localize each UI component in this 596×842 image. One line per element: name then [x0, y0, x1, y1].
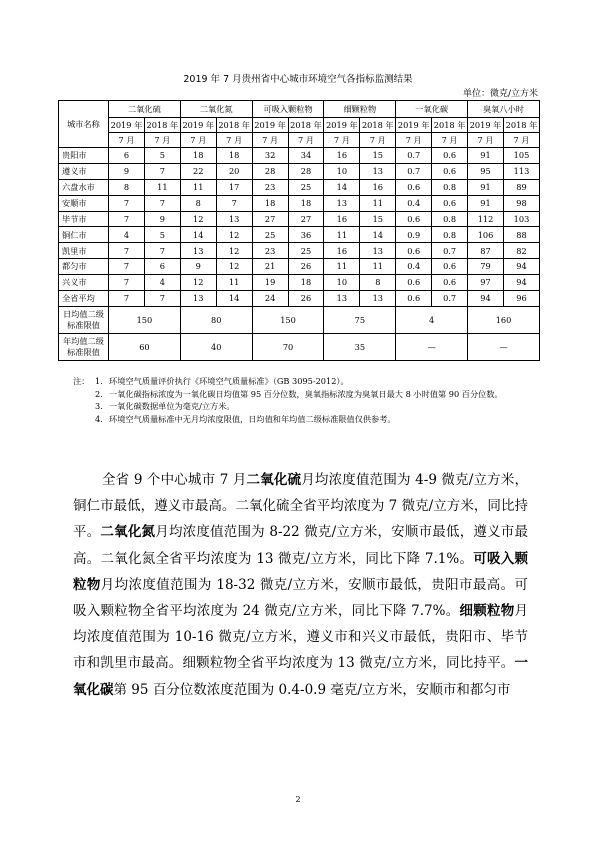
value-cell: 24 — [252, 291, 288, 307]
value-cell: 28 — [252, 163, 288, 179]
standard-value-cell: — — [468, 333, 540, 360]
value-cell: 0.6 — [396, 243, 432, 259]
value-cell: 11 — [360, 259, 396, 275]
year-header-cell: 2019 年 — [468, 118, 504, 133]
note-text: 环境空气质量评价执行《环境空气质量标准》（GB 3095-2012）。 — [109, 376, 349, 386]
value-cell: 12 — [216, 227, 252, 243]
standard-value-cell: 40 — [180, 333, 252, 360]
value-cell: 0.6 — [432, 148, 468, 164]
year-header-cell: 2019 年 — [180, 118, 216, 133]
value-cell: 21 — [252, 259, 288, 275]
para-keyword: 细颗粒物 — [459, 603, 515, 620]
value-cell: 13 — [360, 243, 396, 259]
table-row — [59, 259, 540, 275]
para-text: 第 95 百分位数浓度范围为 0.4-0.9 毫克/立方米，安顺市和都匀市 — [113, 681, 511, 698]
para-text: 全省 9 个中心城市 7 月 — [102, 472, 247, 488]
year-header-cell: 2019 年 — [396, 118, 432, 133]
value-cell: 97 — [468, 275, 504, 291]
value-cell: 12 — [216, 259, 252, 275]
table-row — [59, 211, 540, 227]
pollutant-header: 二氧化硫 — [109, 101, 181, 118]
value-cell: 11 — [360, 195, 396, 211]
value-cell: 91 — [468, 179, 504, 195]
standard-value-cell: 35 — [324, 333, 396, 360]
value-cell: 7 — [216, 195, 252, 211]
note-item — [95, 413, 545, 426]
standard-value-cell: 60 — [109, 333, 181, 360]
pollutant-header-row — [59, 101, 540, 118]
standard-value-cell: 4 — [396, 306, 468, 333]
city-name-cell: 铜仁市 — [59, 227, 109, 243]
value-cell: 7 — [144, 243, 180, 259]
city-name-cell: 兴义市 — [59, 275, 109, 291]
para-text: 月均浓度值范围为 4-9 微克/立方米，铜仁市最低，遵义市最高。二氧化硫全省平均浓度为 7 微克/立方米，同比持平。 — [73, 472, 529, 541]
value-cell: 0.6 — [396, 179, 432, 195]
value-cell: 6 — [144, 259, 180, 275]
value-cell: 13 — [180, 243, 216, 259]
value-cell: 4 — [144, 275, 180, 291]
note-number: 4. — [95, 413, 103, 424]
year-header-cell: 2018 年 — [360, 118, 396, 133]
month-header-cell: 7 月 — [252, 133, 288, 148]
para-keyword: 一氧化碳 — [73, 655, 528, 698]
month-header-cell: 7 月 — [216, 133, 252, 148]
value-cell: 88 — [503, 227, 539, 243]
month-header-cell: 7 月 — [360, 133, 396, 148]
value-cell: 0.9 — [396, 227, 432, 243]
city-name-cell: 遵义市 — [59, 163, 109, 179]
value-cell: 15 — [360, 211, 396, 227]
value-cell: 0.8 — [432, 179, 468, 195]
value-cell: 11 — [144, 179, 180, 195]
standard-value-cell: 75 — [324, 306, 396, 333]
value-cell: 94 — [468, 291, 504, 307]
value-cell: 113 — [503, 163, 539, 179]
summary-paragraph — [73, 467, 528, 703]
value-cell: 9 — [180, 259, 216, 275]
value-cell: 25 — [288, 179, 324, 195]
value-cell: 0.6 — [432, 163, 468, 179]
standard-value-cell: 150 — [109, 306, 181, 333]
value-cell: 6 — [109, 148, 145, 164]
value-cell: 7 — [109, 243, 145, 259]
year-header-cell: 2018 年 — [288, 118, 324, 133]
value-cell: 0.8 — [432, 211, 468, 227]
value-cell: 28 — [288, 163, 324, 179]
para-text: 月均浓度值范围为 8-22 微克/立方米，安顺市最低，遵义市最高。二氧化氮全省平均浓度为 13 微克/立方米，同比下降 7.1%。 — [73, 524, 529, 567]
value-cell: 20 — [216, 163, 252, 179]
value-cell: 0.6 — [432, 195, 468, 211]
value-cell: 14 — [360, 227, 396, 243]
value-cell: 36 — [288, 227, 324, 243]
value-cell: 0.7 — [432, 291, 468, 307]
year-header-cell: 2018 年 — [432, 118, 468, 133]
value-cell: 18 — [288, 195, 324, 211]
standard-value-cell: 80 — [180, 306, 252, 333]
value-cell: 10 — [324, 275, 360, 291]
table-row — [59, 243, 540, 259]
value-cell: 5 — [144, 227, 180, 243]
value-cell: 5 — [144, 148, 180, 164]
pollutant-header: 臭氧八小时 — [468, 101, 540, 118]
table-row — [59, 227, 540, 243]
city-header: 城市名称 — [59, 101, 109, 148]
para-keyword: 二氧化氮 — [100, 524, 156, 541]
value-cell: 18 — [288, 275, 324, 291]
standard-label-cell: 年均值二级标准限值 — [59, 333, 109, 360]
year-header-cell: 2019 年 — [252, 118, 288, 133]
month-header-row — [59, 133, 540, 148]
value-cell: 16 — [324, 148, 360, 164]
standard-row — [59, 306, 540, 333]
value-cell: 10 — [324, 163, 360, 179]
value-cell: 25 — [252, 227, 288, 243]
para-keyword: 可吸入颗粒物 — [73, 550, 528, 593]
standard-value-cell: — — [396, 333, 468, 360]
value-cell: 14 — [324, 179, 360, 195]
value-cell: 22 — [180, 163, 216, 179]
value-cell: 26 — [288, 291, 324, 307]
value-cell: 91 — [468, 148, 504, 164]
month-header-cell: 7 月 — [503, 133, 539, 148]
table-row — [59, 275, 540, 291]
value-cell: 25 — [288, 243, 324, 259]
city-name-cell: 都匀市 — [59, 259, 109, 275]
table-row — [59, 291, 540, 307]
value-cell: 9 — [109, 163, 145, 179]
value-cell: 12 — [180, 275, 216, 291]
value-cell: 8 — [360, 275, 396, 291]
value-cell: 18 — [180, 148, 216, 164]
value-cell: 79 — [468, 259, 504, 275]
value-cell: 11 — [324, 259, 360, 275]
para-keyword: 二氧化硫 — [246, 472, 302, 488]
value-cell: 106 — [468, 227, 504, 243]
note-number: 2. — [95, 388, 103, 399]
year-header-cell: 2019 年 — [109, 118, 145, 133]
value-cell: 0.7 — [396, 163, 432, 179]
value-cell: 13 — [360, 163, 396, 179]
table-row — [59, 195, 540, 211]
note-text: 环境空气质量标准中无月均浓度限值，日均值和年均值二级标准限值仅供参考。 — [109, 413, 396, 424]
page-number: 2 — [295, 795, 301, 804]
value-cell: 23 — [252, 243, 288, 259]
value-cell: 0.6 — [432, 275, 468, 291]
city-name-cell: 凯里市 — [59, 243, 109, 259]
value-cell: 23 — [252, 179, 288, 195]
value-cell: 94 — [503, 259, 539, 275]
value-cell: 96 — [503, 291, 539, 307]
month-header-cell: 7 月 — [144, 133, 180, 148]
value-cell: 19 — [252, 275, 288, 291]
value-cell: 8 — [180, 195, 216, 211]
value-cell: 32 — [252, 148, 288, 164]
city-name-cell: 安顺市 — [59, 195, 109, 211]
value-cell: 91 — [468, 195, 504, 211]
value-cell: 13 — [180, 291, 216, 307]
note-lead: 注： — [73, 376, 90, 386]
value-cell: 16 — [324, 211, 360, 227]
city-name-cell: 贵阳市 — [59, 148, 109, 164]
value-cell: 4 — [109, 227, 145, 243]
note-item — [95, 388, 545, 401]
month-header-cell: 7 月 — [288, 133, 324, 148]
value-cell: 13 — [324, 291, 360, 307]
value-cell: 103 — [503, 211, 539, 227]
city-name-cell: 毕节市 — [59, 211, 109, 227]
value-cell: 0.4 — [396, 259, 432, 275]
value-cell: 26 — [288, 259, 324, 275]
value-cell: 82 — [503, 243, 539, 259]
value-cell: 18 — [252, 195, 288, 211]
unit-label: 单位：微克/立方米 — [462, 89, 538, 99]
standard-value-cell: 160 — [468, 306, 540, 333]
value-cell: 7 — [144, 291, 180, 307]
value-cell: 11 — [216, 275, 252, 291]
value-cell: 7 — [109, 291, 145, 307]
value-cell: 7 — [109, 275, 145, 291]
value-cell: 0.6 — [396, 275, 432, 291]
year-header-row — [59, 118, 540, 133]
year-header-cell: 2018 年 — [216, 118, 252, 133]
value-cell: 13 — [216, 211, 252, 227]
note-item — [73, 375, 545, 388]
value-cell: 0.6 — [396, 211, 432, 227]
report-title: 2019 年 7 月贵州省中心城市环境空气各指标监测结果 — [183, 74, 413, 85]
value-cell: 0.6 — [396, 291, 432, 307]
value-cell: 7 — [144, 195, 180, 211]
table-notes — [73, 375, 545, 425]
note-text: 一氧化碳数据单位为毫克/立方米。 — [109, 401, 235, 412]
value-cell: 0.7 — [432, 243, 468, 259]
note-number: 3. — [95, 401, 103, 412]
note-text: 一氧化碳指标浓度为一氧化碳日均值第 95 百分位数，臭氧指标浓度为臭氧日最大 8 小时值第 90 百分位数。 — [109, 388, 503, 399]
pollutant-header: 二氧化氮 — [180, 101, 252, 118]
standard-label-cell: 日均值二级标准限值 — [59, 306, 109, 333]
pollutant-header: 一氧化碳 — [396, 101, 468, 118]
month-header-cell: 7 月 — [432, 133, 468, 148]
value-cell: 0.7 — [396, 148, 432, 164]
value-cell: 11 — [324, 227, 360, 243]
value-cell: 27 — [252, 211, 288, 227]
value-cell: 13 — [324, 195, 360, 211]
value-cell: 34 — [288, 148, 324, 164]
value-cell: 17 — [216, 179, 252, 195]
value-cell: 7 — [109, 259, 145, 275]
value-cell: 0.6 — [432, 259, 468, 275]
value-cell: 16 — [324, 243, 360, 259]
value-cell: 94 — [503, 275, 539, 291]
value-cell: 7 — [109, 211, 145, 227]
value-cell: 16 — [360, 179, 396, 195]
value-cell: 105 — [503, 148, 539, 164]
value-cell: 8 — [109, 179, 145, 195]
para-text: 月均浓度值范围为 18-32 微克/立方米，安顺市最低，贵阳市最高。可吸入颗粒物全省平均浓度为 24 微克/立方米，同比下降 7.7%。 — [73, 576, 528, 620]
air-quality-table — [58, 100, 540, 361]
value-cell: 9 — [144, 211, 180, 227]
month-header-cell: 7 月 — [324, 133, 360, 148]
year-header-cell: 2019 年 — [324, 118, 360, 133]
month-header-cell: 7 月 — [109, 133, 145, 148]
value-cell: 7 — [109, 195, 145, 211]
value-cell: 87 — [468, 243, 504, 259]
note-number: 1. — [95, 376, 103, 386]
value-cell: 18 — [216, 148, 252, 164]
city-name-cell: 全省平均 — [59, 291, 109, 307]
standard-value-cell: 70 — [252, 333, 324, 360]
month-header-cell: 7 月 — [180, 133, 216, 148]
value-cell: 12 — [216, 243, 252, 259]
value-cell: 98 — [503, 195, 539, 211]
value-cell: 14 — [216, 291, 252, 307]
table-row — [59, 179, 540, 195]
value-cell: 13 — [360, 291, 396, 307]
value-cell: 15 — [360, 148, 396, 164]
month-header-cell: 7 月 — [468, 133, 504, 148]
value-cell: 27 — [288, 211, 324, 227]
city-name-cell: 六盘水市 — [59, 179, 109, 195]
pollutant-header: 细颗粒物 — [324, 101, 396, 118]
note-item — [95, 400, 545, 413]
standard-value-cell: 150 — [252, 306, 324, 333]
year-header-cell: 2018 年 — [144, 118, 180, 133]
value-cell: 14 — [180, 227, 216, 243]
value-cell: 95 — [468, 163, 504, 179]
value-cell: 89 — [503, 179, 539, 195]
value-cell: 12 — [180, 211, 216, 227]
value-cell: 7 — [144, 163, 180, 179]
value-cell: 11 — [180, 179, 216, 195]
value-cell: 0.4 — [396, 195, 432, 211]
standard-row — [59, 333, 540, 360]
para-text: 月均浓度值范围为 10-16 微克/立方米，遵义市和兴义市最低，贵阳市、毕节市和凯里市最高。细颗粒物全省平均浓度为 13 微克/立方米，同比持平。 — [73, 603, 528, 672]
table-row — [59, 163, 540, 179]
table-row — [59, 148, 540, 164]
month-header-cell: 7 月 — [396, 133, 432, 148]
pollutant-header: 可吸入颗粒物 — [252, 101, 324, 118]
year-header-cell: 2018 年 — [503, 118, 539, 133]
value-cell: 0.8 — [432, 227, 468, 243]
value-cell: 112 — [468, 211, 504, 227]
